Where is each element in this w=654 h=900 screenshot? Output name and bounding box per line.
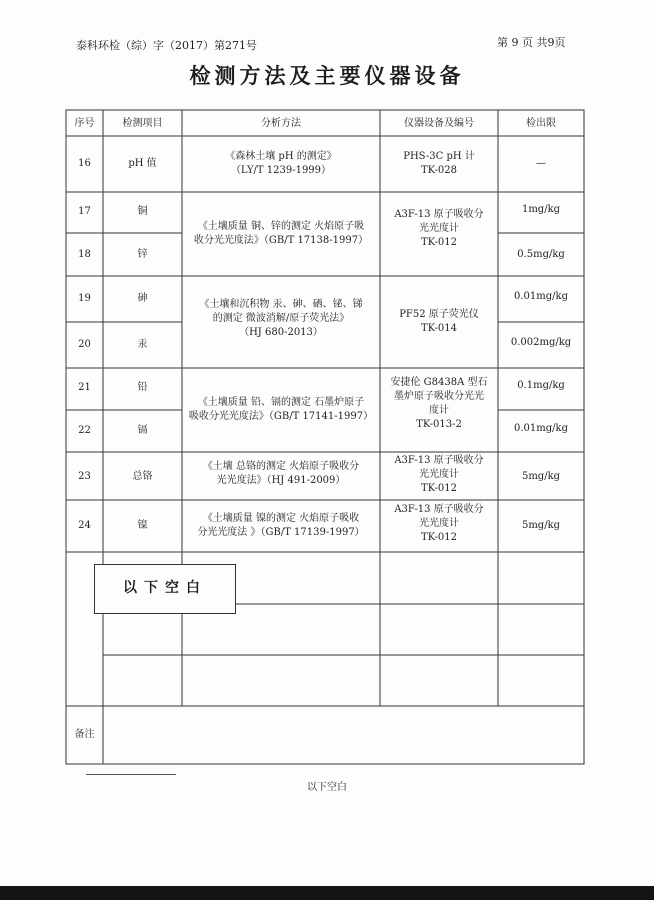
method-line: 吸收分光光度法》（GB/T 17141-1997）: [188, 411, 374, 422]
row-limit: 0.01mg/kg: [514, 423, 568, 434]
instrument-line: 安捷伦 G8438A 型石: [390, 377, 488, 388]
row-no: 20: [78, 339, 91, 350]
method-line: 《土壤质量 镍的测定 火焰原子吸收: [202, 513, 360, 524]
instrument-line: A3F-13 原子吸收分: [394, 455, 484, 466]
method-line: 《土壤质量 铜、锌的测定 火焰原子吸: [197, 221, 365, 232]
instrument-cell: [380, 308, 498, 336]
method-cell: [182, 220, 380, 248]
method-line: 《土壤和沉积物 汞、砷、硒、铋、锑: [199, 299, 363, 310]
method-cell: [182, 512, 380, 540]
instrument-line: A3F-13 原子吸收分: [394, 504, 484, 515]
scan-edge-bar: [0, 886, 654, 900]
report-number: 泰科环检（综）字（2017）第271号: [76, 39, 257, 52]
row-item: 锌: [137, 249, 148, 260]
instrument-line: TK-012: [421, 483, 457, 494]
instrument-line: TK-014: [421, 323, 457, 334]
page-indicator: 第 9 页 共9页: [497, 36, 566, 49]
col-header-limit: 检出限: [526, 118, 556, 129]
method-line: 的测定 微波消解/原子荧光法》: [212, 313, 350, 324]
row-no: 24: [78, 520, 91, 531]
instrument-line: PF52 原子荧光仪: [399, 309, 479, 320]
method-line: 《土壤 总铬的测定 火焰原子吸收分: [202, 461, 360, 472]
instrument-line: TK-013-2: [416, 419, 462, 430]
instrument-cell: [380, 208, 498, 250]
method-cell: [182, 460, 380, 488]
row-limit: 0.1mg/kg: [517, 380, 565, 391]
method-line: 光光度法》（HJ 491-2009）: [216, 475, 346, 486]
instrument-line: TK-028: [421, 165, 457, 176]
method-line: 收分光光度法》（GB/T 17138-1997）: [193, 235, 369, 246]
row-no: 19: [78, 293, 91, 304]
col-header-item: 检测项目: [122, 118, 163, 129]
instrument-cell: [380, 376, 498, 432]
remarks-label: 备注: [74, 729, 95, 740]
row-limit: —: [536, 158, 546, 169]
row-limit: 5mg/kg: [521, 520, 561, 531]
row-item: 砷: [137, 293, 148, 304]
row-no: 21: [78, 382, 91, 393]
row-limit: 0.01mg/kg: [514, 291, 568, 302]
instrument-line: 度计: [429, 405, 449, 416]
method-cell: [182, 298, 380, 340]
row-limit: 0.5mg/kg: [517, 249, 565, 260]
instrument-cell: [380, 454, 498, 496]
instrument-line: A3F-13 原子吸收分: [394, 209, 484, 220]
footer-divider: [86, 774, 176, 775]
instrument-line: 墨炉原子吸收分光光: [394, 391, 484, 402]
row-limit: 5mg/kg: [521, 471, 561, 482]
row-limit: 0.002mg/kg: [510, 337, 572, 348]
row-limit: 1mg/kg: [521, 204, 561, 215]
row-no: 23: [78, 471, 91, 482]
bottom-blank-note: 以下空白: [307, 782, 347, 793]
instrument-cell: [380, 150, 498, 178]
row-item: 铜: [137, 206, 148, 217]
row-item: pH 值: [128, 158, 157, 169]
instrument-line: 光光度计: [419, 518, 459, 529]
row-item: 总铬: [132, 471, 153, 482]
method-line: 《森林土壤 pH 的测定》: [225, 151, 337, 162]
row-item: 汞: [137, 339, 148, 350]
instrument-line: TK-012: [421, 532, 457, 543]
row-item: 镉: [137, 425, 148, 436]
row-no: 22: [78, 425, 91, 436]
col-header-instrument: 仪器设备及编号: [404, 118, 474, 129]
blank-below-stamp: 以下空白: [94, 564, 236, 614]
method-cell: [182, 396, 380, 424]
row-no: 16: [78, 158, 91, 169]
method-cell: [182, 150, 380, 178]
method-line: （LY/T 1239-1999）: [230, 165, 332, 176]
row-no: 17: [78, 206, 91, 217]
method-line: （HJ 680-2013）: [239, 327, 323, 338]
col-header-no: 序号: [74, 118, 95, 129]
col-header-method: 分析方法: [261, 118, 301, 129]
instrument-line: PHS-3C pH 计: [403, 151, 475, 162]
row-item: 铅: [137, 382, 148, 393]
instrument-line: 光光度计: [419, 469, 459, 480]
instrument-line: TK-012: [421, 237, 457, 248]
page-title: 检测方法及主要仪器设备: [189, 64, 465, 88]
row-item: 镍: [137, 520, 148, 531]
instrument-cell: [380, 503, 498, 545]
method-line: 分光光度法 》（GB/T 17139-1997）: [197, 527, 365, 538]
instrument-line: 光光度计: [419, 223, 459, 234]
row-no: 18: [78, 249, 91, 260]
method-line: 《土壤质量 铅、镉的测定 石墨炉原子: [197, 397, 365, 408]
